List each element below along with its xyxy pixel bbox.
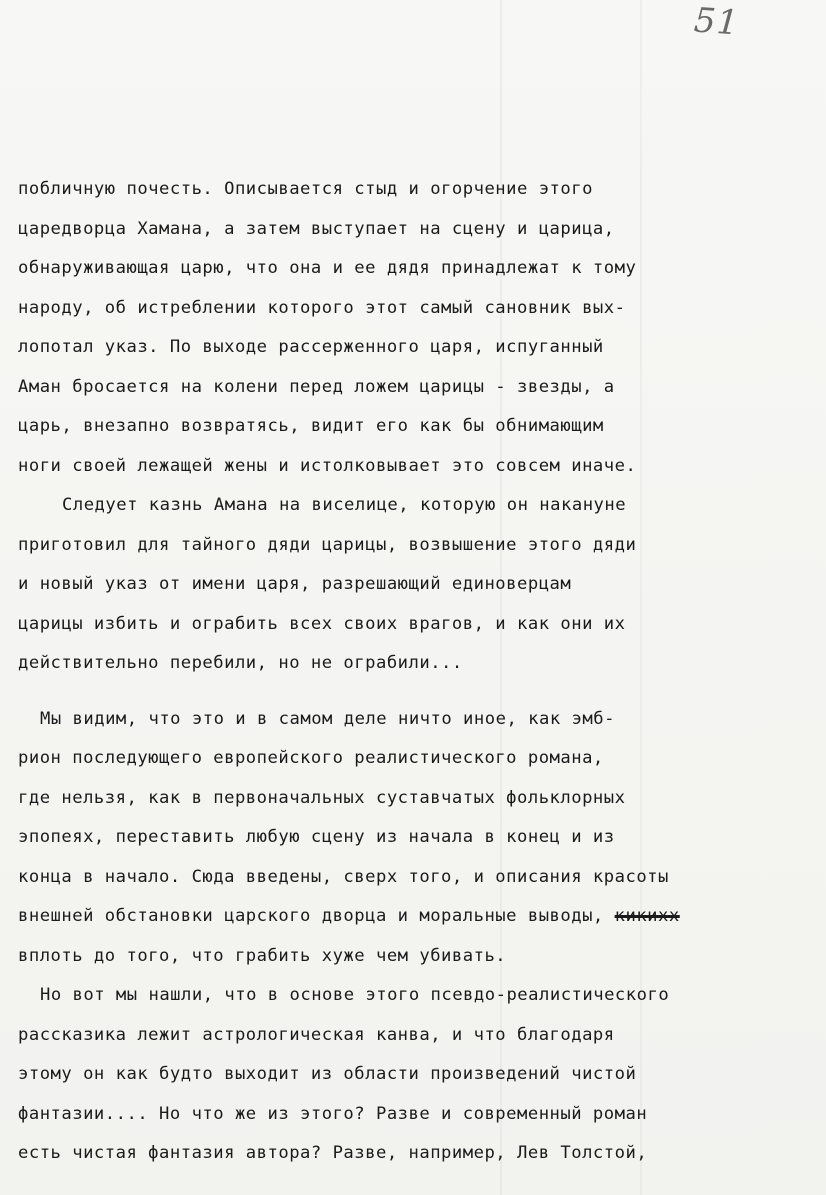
text-line: эпопеях, переставить любую сцену из начала в конец и из (18, 827, 615, 847)
text-line: царедворца Хамана, а затем выступает на сцену и царица, (18, 218, 615, 239)
text-line: царицы избить и ограбить всех своих врагов, и как они их (18, 613, 626, 634)
text-line: действительно перебили, но не ограбили... (18, 653, 463, 673)
text-line: где нельзя, как в первоначальных суставчатых фольклорных (18, 787, 626, 808)
text-line: народу, об истреблении которого этот самый сановник вых- (18, 297, 626, 318)
text-line: ноги своей лежащей жены и истолковывает это совсем иначе. (18, 455, 637, 476)
text-line: и новый указ от имени царя, разрешающий единоверцам (18, 574, 572, 594)
text-line: приготовил для тайного дяди царицы, возвышение этого дяди (18, 534, 637, 555)
text-line: конца в начало. Сюда введены, сверх того, и описания красоты (18, 866, 669, 887)
text-line: побличную почесть. Описывается стыд и огорчение этого (18, 179, 593, 199)
struck-out-text: кикихх (614, 906, 680, 926)
text-line (18, 897, 818, 937)
text-line: фантазии.... Но что же из этого? Разве и современный роман (18, 1103, 648, 1124)
text-line: есть чистая фантазия автора? Разве, например, Лев Толстой, (18, 1143, 648, 1163)
text-line-part: внешней обстановки царского дворца и моральные выводы, (18, 906, 604, 926)
text-line: рассказика лежит астрологическая канва, и что благодаря (18, 1024, 615, 1045)
text-line: этому он как будто выходит из области произведений чистой (18, 1064, 637, 1084)
typewritten-text (18, 170, 818, 1174)
page-number: 51 (692, 0, 741, 44)
text-line: Аман бросается на колени перед ложем царицы - звезды, а (18, 376, 615, 397)
text-line: лопотал указ. По выходе рассерженного царя, испуганный (18, 337, 604, 357)
text-line: царь, внезапно возвратясь, видит его как бы обнимающим (18, 416, 604, 436)
text-line: Мы видим, что это и в самом деле ничто иное, как эмб- (40, 708, 615, 729)
text-line: Но вот мы нашли, что в основе этого псевдо-реалистического (40, 985, 670, 1005)
paragraph-gap (18, 684, 818, 700)
text-line: Следует казнь Амана на виселице, которую он накануне (62, 495, 627, 515)
text-line: вплоть до того, что грабить хуже чем убивать. (18, 945, 507, 966)
text-line: обнаруживающая царю, что она и ее дядя принадлежат к тому (18, 258, 637, 278)
text-line: рион последующего европейского реалистического романа, (18, 748, 604, 768)
